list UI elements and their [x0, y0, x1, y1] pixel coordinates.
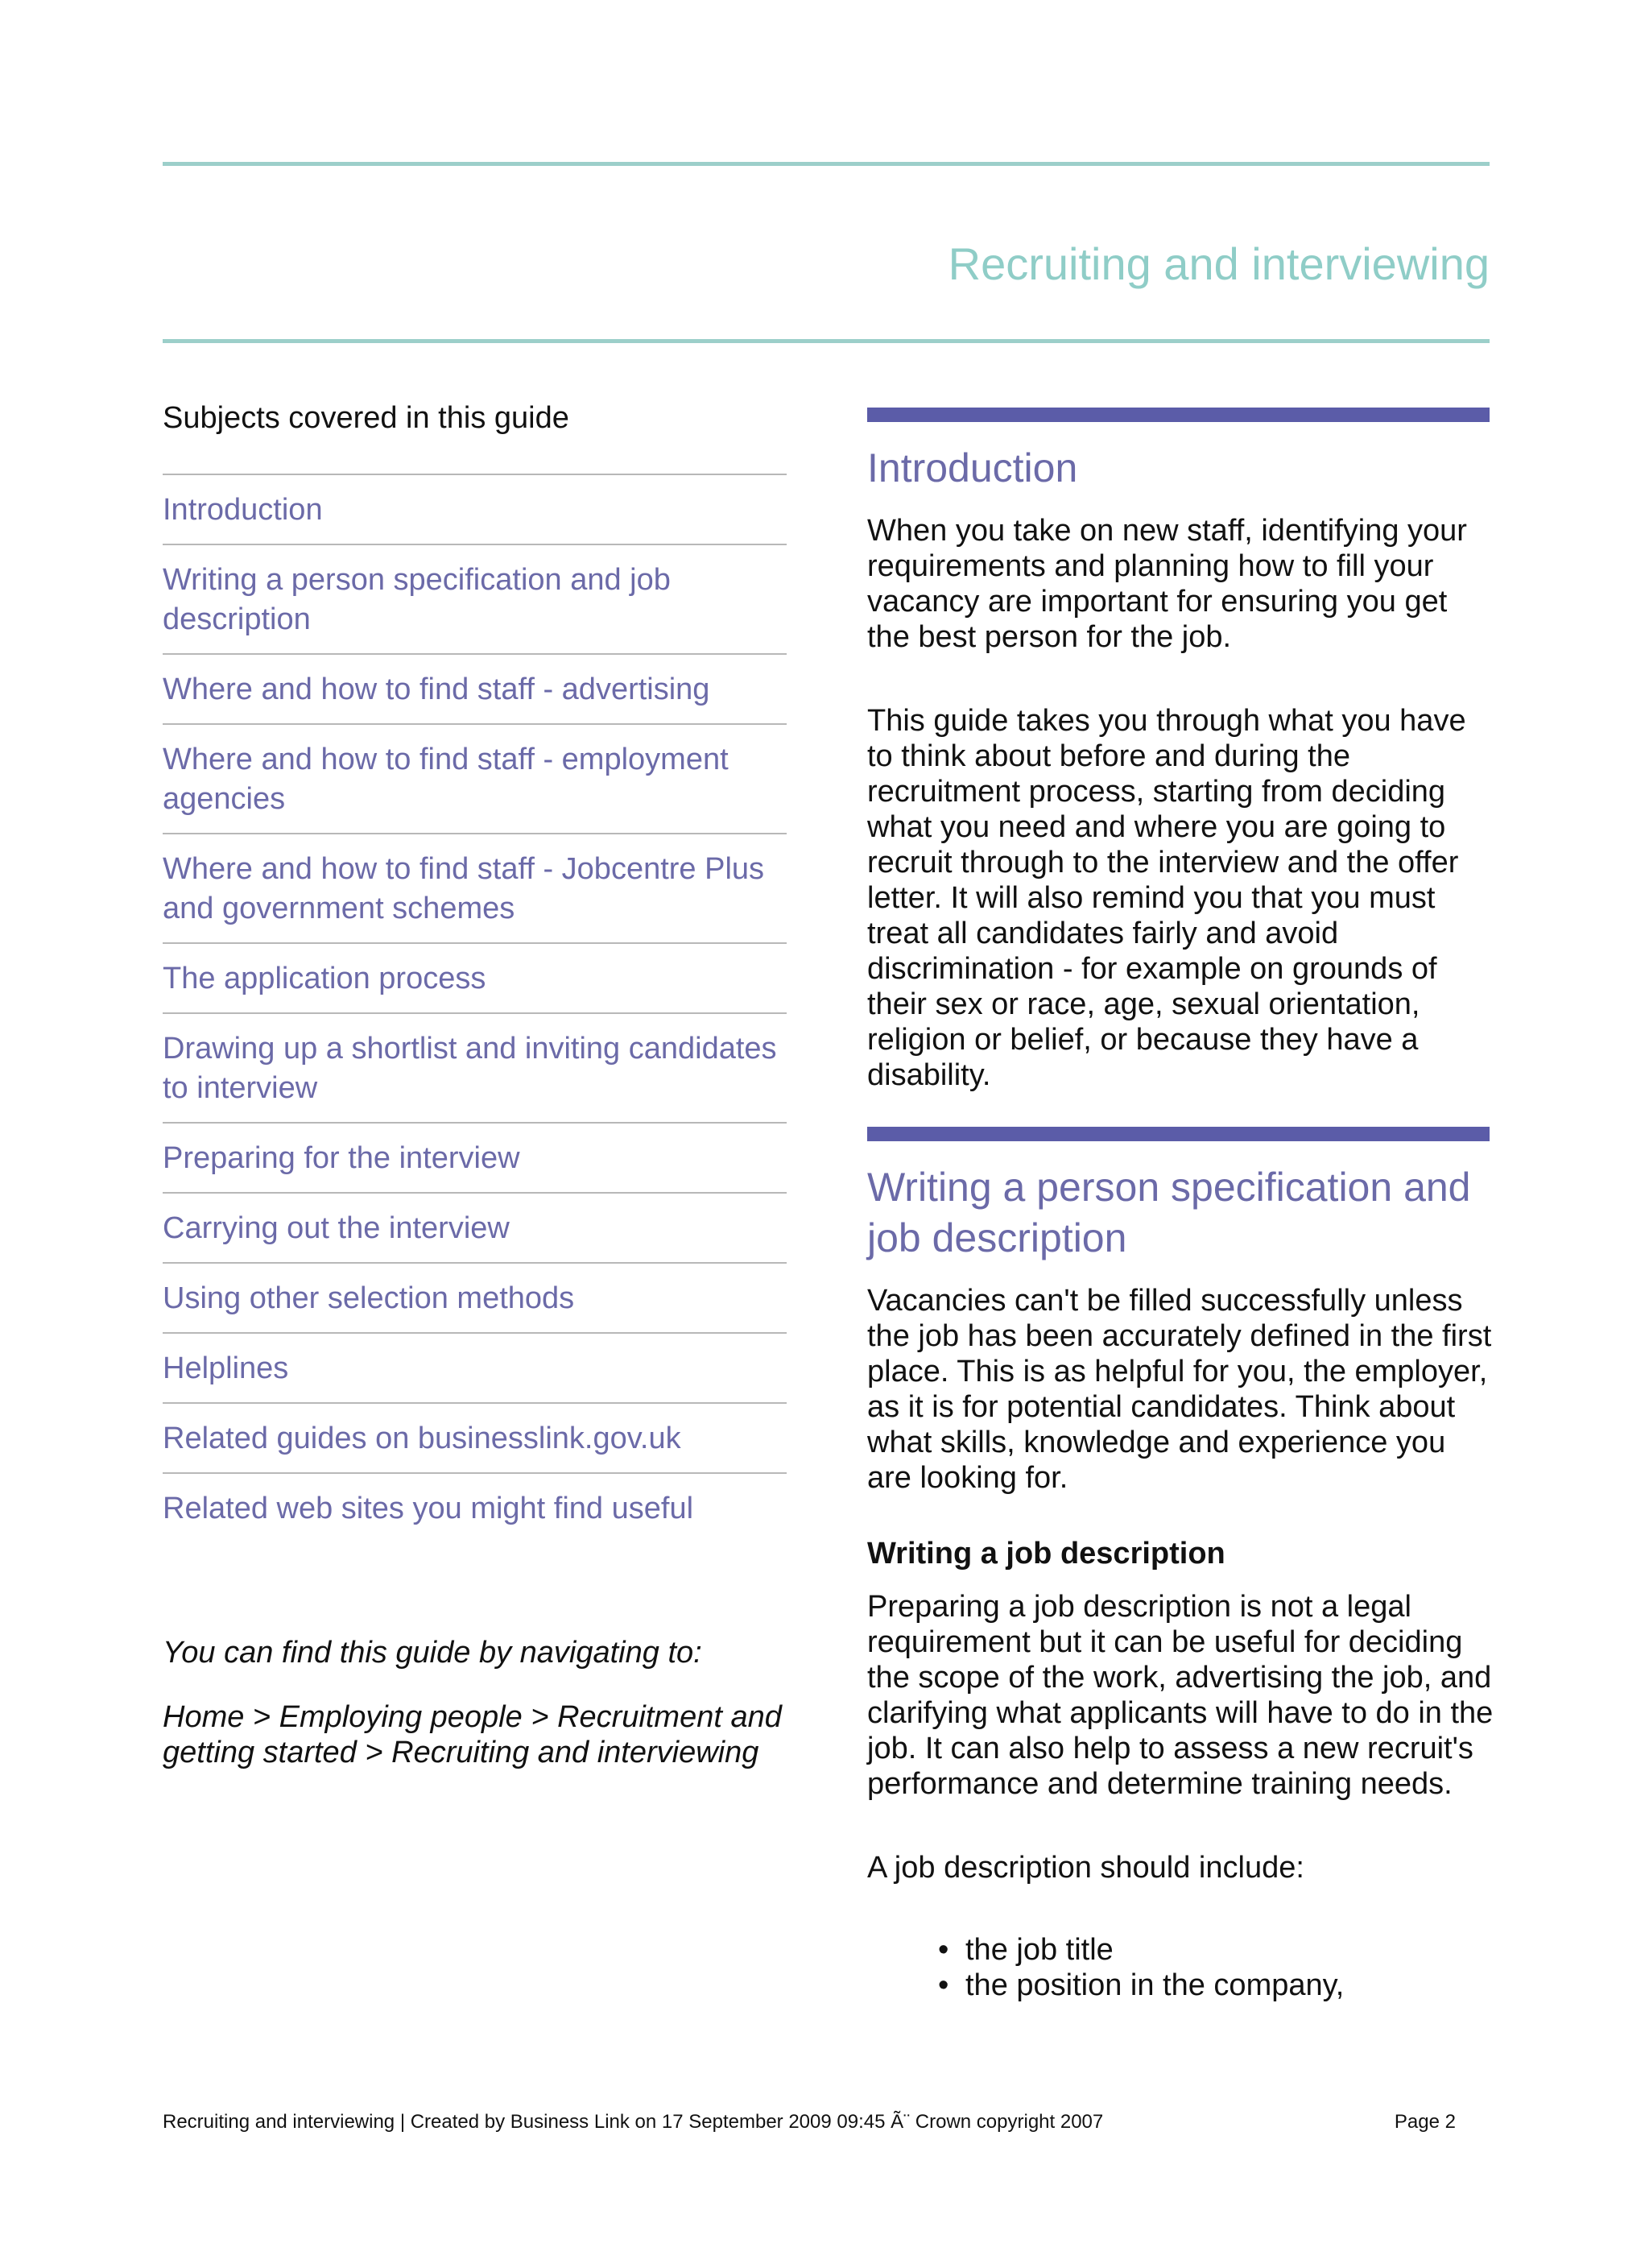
toc-link-helplines[interactable]: Helplines — [163, 1334, 787, 1404]
intro-paragraph: When you take on new staff, identifying your requirements and planning how to fill your vacancy are important for ensuring you get the best person for the job. — [867, 514, 1467, 654]
table-of-contents — [163, 403, 787, 1542]
toc-link-introduction[interactable]: Introduction — [163, 475, 787, 545]
footer-text: Recruiting and interviewing | Created by Business Link on 17 September 2009 09:45 Ã¨ Crown copyright 2007 — [163, 2111, 1104, 2133]
navigation-intro: You can find this guide by navigating to: — [163, 1636, 702, 1670]
toc-link-advertising[interactable]: Where and how to find staff - advertising — [163, 655, 787, 725]
intro-paragraph: This guide takes you through what you have to think about before and during the recruitment process, starting from deciding what you need and where you are going to recruit through to the interview and the offer letter. It will also remind you that you must treat all candidates fairly and avoid discrimination - for example on grounds of their sex or race, age, sexual orientation, religion or belief, or because they have a disability. — [867, 704, 1466, 1092]
toc-link-employment-agencies[interactable]: Where and how to find staff - employment agencies — [163, 725, 787, 834]
page-number: Page 2 — [1394, 2111, 1456, 2133]
toc-link-shortlist[interactable]: Drawing up a shortlist and inviting candidates to interview — [163, 1014, 787, 1124]
toc-link-related-guides[interactable]: Related guides on businesslink.gov.uk — [163, 1404, 787, 1474]
toc-link-application-process[interactable]: The application process — [163, 944, 787, 1014]
subheading-job-description: Writing a job description — [867, 1537, 1225, 1571]
section-rule — [867, 1127, 1490, 1141]
toc-link-jobcentre-plus[interactable]: Where and how to find staff - Jobcentre Plus and government schemes — [163, 834, 787, 944]
bullet-icon: • — [938, 1968, 949, 2002]
toc-link-related-websites[interactable]: Related web sites you might find useful — [163, 1492, 694, 1525]
writing-spec-paragraph: Vacancies can't be filled successfully unless the job has been accurately defined in the first place. This is as helpful for you, the employer, as it is for potential candidates. Think about what skills, knowledge and experience you are looking for. — [867, 1284, 1492, 1495]
section-rule — [867, 408, 1490, 422]
navigation-note — [163, 1635, 787, 1799]
bullet-icon: • — [938, 1933, 949, 1967]
list-intro: A job description should include: — [867, 1851, 1304, 1885]
list-item: • the job title — [938, 1933, 1114, 1967]
section-heading-introduction: Introduction — [867, 445, 1078, 490]
navigation-path: Home > Employing people > Recruitment and getting started > Recruiting and interviewing — [163, 1700, 782, 1769]
document-title: Recruiting and interviewing — [948, 238, 1490, 289]
toc-link-carrying-out-interview[interactable]: Carrying out the interview — [163, 1194, 787, 1264]
toc-link-preparing-interview[interactable]: Preparing for the interview — [163, 1124, 787, 1194]
job-description-paragraph: Preparing a job description is not a legal requirement but it can be useful for deciding the scope of the work, advertising the job, and clarifying what applicants will have to do in the job. It can also help to assess a new recruit's performance and determine training needs. — [867, 1590, 1494, 1801]
list-item: • the position in the company, — [938, 1968, 1345, 2002]
toc-link-writing-spec[interactable]: Writing a person specification and job description — [163, 545, 787, 655]
header-bottom-rule — [163, 339, 1490, 343]
job-description-list — [938, 1932, 1495, 2003]
section-heading-writing-spec: Writing a person specification and job description — [867, 1165, 1471, 1260]
toc-list — [163, 474, 787, 1542]
toc-link-selection-methods[interactable]: Using other selection methods — [163, 1264, 787, 1334]
header-top-rule — [163, 162, 1490, 166]
toc-heading: Subjects covered in this guide — [163, 401, 569, 435]
main-content — [867, 408, 1495, 2003]
